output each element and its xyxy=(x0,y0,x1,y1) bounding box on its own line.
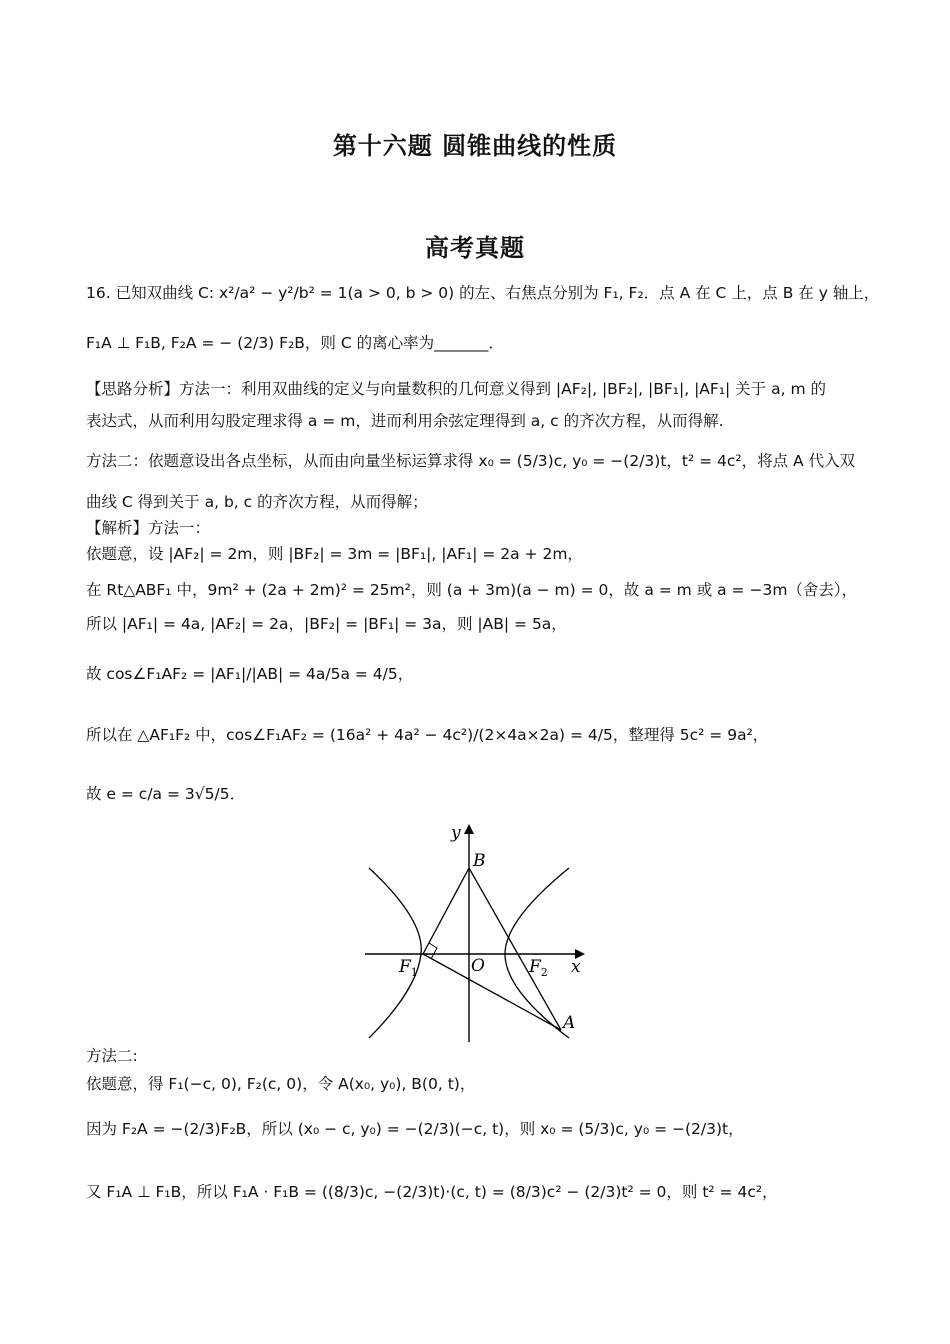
solution-step-5: 所以在 △AF₁F₂ 中，cos∠F₁AF₂ = (16a² + 4a² − 4c²)/(2×4a×2a) = 4/5，整理得 5c² = 9a²， xyxy=(86,726,769,744)
hyperbola-figure xyxy=(355,820,595,1048)
line-BF1 xyxy=(423,868,469,954)
label-y: y xyxy=(451,823,461,843)
solution-step-3: 所以 |AF₁| = 4a, |AF₂| = 2a，|BF₂| = |BF₁| = 3a，则 |AB| = 5a， xyxy=(86,615,567,633)
solution-step-4: 故 cos∠F₁AF₂ = |AF₁|/|AB| = 4a/5a = 4/5， xyxy=(86,665,414,683)
question-line-1: 16. 已知双曲线 C: x²/a² − y²/b² = 1(a > 0, b > 0) 的左、右焦点分别为 F₁, F₂．点 A 在 C 上，点 B 在 y 轴上， xyxy=(86,284,880,302)
method2-step-1: 依题意，得 F₁(−c, 0), F₂(c, 0)，令 A(x₀, y₀), B(0, t)， xyxy=(86,1075,476,1093)
right-angle-mark xyxy=(429,943,437,959)
solution-step-2: 在 Rt△ABF₁ 中，9m² + (2a + 2m)² = 25m²，则 (a + 3m)(a − m) = 0，故 a = m 或 a = −3m（舍去）， xyxy=(86,581,858,599)
y-axis-arrow xyxy=(464,824,474,834)
right-branch xyxy=(505,868,569,1038)
question-line-2: F₁A ⊥ F₁B, F₂A = − (2/3) F₂B，则 C 的离心率为_______． xyxy=(86,334,504,352)
analysis-line-2: 表达式，从而利用勾股定理求得 a = m，进而利用余弦定理得到 a, c 的齐次方程，从而得解. xyxy=(86,412,724,430)
label-F1: $F_1$ xyxy=(399,957,418,979)
label-A: A xyxy=(563,1013,576,1033)
analysis-line-4: 曲线 C 得到关于 a, b, c 的齐次方程，从而得解； xyxy=(86,493,428,511)
solution-step-6: 故 e = c/a = 3√5/5． xyxy=(86,785,246,803)
method2-step-3: 又 F₁A ⊥ F₁B，所以 F₁A · F₁B = ((8/3)c, −(2/3)t)·(c, t) = (8/3)c² − (2/3)t² = 0，则 t² = 4c²， xyxy=(86,1183,778,1201)
method2-heading: 方法二: xyxy=(86,1047,138,1065)
label-O: O xyxy=(471,956,485,976)
left-branch xyxy=(369,868,421,1038)
analysis-line-1: 【思路分析】方法一：利用双曲线的定义与向量数积的几何意义得到 |AF₂|, |BF₂|, |BF₁|, |AF₁| 关于 a, m 的 xyxy=(86,380,826,398)
analysis-line-3: 方法二：依题意设出各点坐标，从而由向量坐标运算求得 x₀ = (5/3)c, y₀ = −(2/3)t，t² = 4c²，将点 A 代入双 xyxy=(86,452,856,470)
label-B: B xyxy=(473,851,486,871)
section-title: 高考真题 xyxy=(425,234,525,262)
method2-step-2: 因为 F₂A = −(2/3)F₂B，所以 (x₀ − c, y₀) = −(2/3)(−c, t)，则 x₀ = (5/3)c, y₀ = −(2/3)t， xyxy=(86,1120,744,1138)
solution-step-1: 依题意，设 |AF₂| = 2m，则 |BF₂| = 3m = |BF₁|, |AF₁| = 2a + 2m， xyxy=(86,545,583,563)
solution-heading: 【解析】方法一： xyxy=(86,519,211,537)
line-BA xyxy=(469,868,561,1030)
label-F2: $F_2$ xyxy=(529,957,548,979)
label-x: x xyxy=(571,957,581,977)
page-title: 第十六题 圆锥曲线的性质 xyxy=(332,132,618,160)
